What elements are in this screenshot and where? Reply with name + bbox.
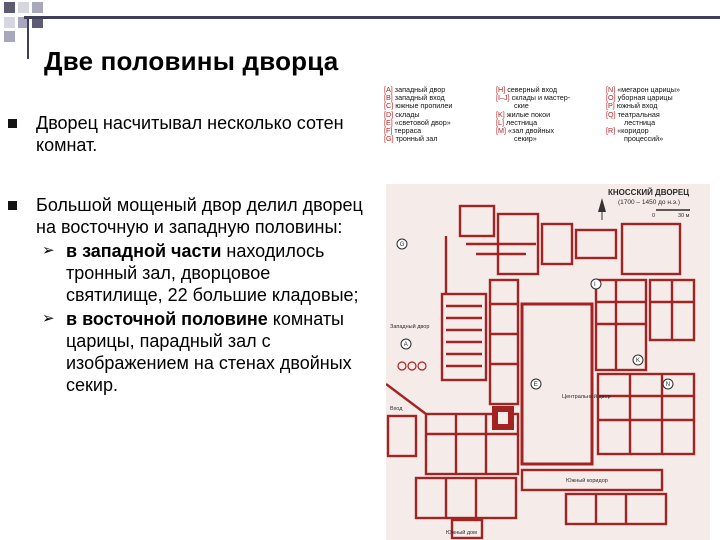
legend-row: секир»: [514, 134, 537, 144]
legend-row: [O] уборная царицы: [606, 93, 673, 103]
legend-row: [D] склады: [384, 109, 420, 119]
legend-row: лестница: [624, 117, 656, 127]
legend-row: [M] «зал двойных: [496, 126, 555, 136]
header-vertical-rule: [27, 19, 29, 59]
sub-bullet-west: [36, 240, 366, 306]
plan-title: КНОССКИЙ ДВОРЕЦ: [608, 188, 690, 197]
arrow-bullet-icon: ➢: [42, 310, 55, 327]
legend-column: [384, 86, 494, 143]
entrance-label: Вход: [390, 406, 403, 412]
central-court-label: Центральный двор: [562, 394, 611, 400]
header-rule: [24, 16, 720, 19]
legend-row: [K] жилые покои: [496, 109, 551, 119]
svg-text:G: G: [399, 242, 405, 249]
plan-legend: [384, 86, 710, 180]
svg-text:A: A: [403, 342, 408, 349]
slide-title: Две половины дворца: [44, 46, 339, 76]
sub-bullet-text: комнаты царицы, парадный зал с изображением на стенах двойных секир.: [66, 309, 352, 395]
legend-row: [Q] театральная: [606, 109, 660, 119]
sub-bullet-east: [36, 308, 366, 396]
legend-row: [N] «мегарон царицы»: [606, 85, 680, 94]
scale-end: 30 м: [678, 213, 690, 219]
legend-row: [B] западный вход: [384, 93, 445, 103]
west-court-label: Западный двор: [390, 324, 430, 330]
legend-row: [E] «световой двор»: [384, 117, 451, 127]
sub-bullet-bold: в восточной половине: [66, 309, 268, 329]
bullet-body: [36, 194, 366, 396]
svg-text:E: E: [533, 382, 538, 389]
legend-row: процессий»: [624, 134, 664, 144]
legend-row: [I–J] склады и мастер-: [496, 93, 571, 103]
sub-bullet-bold: в западной части: [66, 241, 222, 261]
sub-bullet-text: находилось тронный зал, дворцовое святилище, 22 большие кладовые;: [66, 241, 359, 305]
svg-text:I: I: [594, 282, 596, 289]
bullet-text: Большой мощеный двор делил дворец на восточную и западную половины:: [36, 195, 363, 237]
legend-row: [G] тронный зал: [384, 134, 438, 144]
legend-row: [R] «коридор: [606, 126, 649, 136]
legend-row: [P] южный вход: [606, 101, 658, 111]
svg-text:N: N: [665, 382, 671, 389]
legend-column: [496, 86, 604, 143]
svg-text:K: K: [636, 358, 641, 365]
legend-row: [H] северный вход: [496, 85, 558, 94]
legend-row: [L] лестница: [496, 117, 538, 127]
square-bullet-icon: [8, 201, 17, 210]
arrow-bullet-icon: ➢: [42, 242, 55, 259]
south-corridor-label: Южный коридор: [566, 478, 608, 484]
plan-dates: (1700 – 1450 до н.э.): [618, 199, 681, 206]
square-bullet-icon: [8, 119, 17, 128]
legend-row: ские: [514, 101, 529, 111]
bullet-text: Дворец насчитывал несколько сотен комнат.: [36, 113, 344, 155]
palace-floor-plan: [386, 184, 710, 540]
legend-row: [F] терраса: [384, 126, 422, 136]
legend-row: [C] южные пропилеи: [384, 101, 453, 111]
south-house-label: Южный дом: [446, 530, 477, 536]
scale-start: 0: [652, 213, 656, 219]
legend-row: [A] западный двор: [384, 85, 446, 94]
legend-column: [606, 86, 710, 143]
